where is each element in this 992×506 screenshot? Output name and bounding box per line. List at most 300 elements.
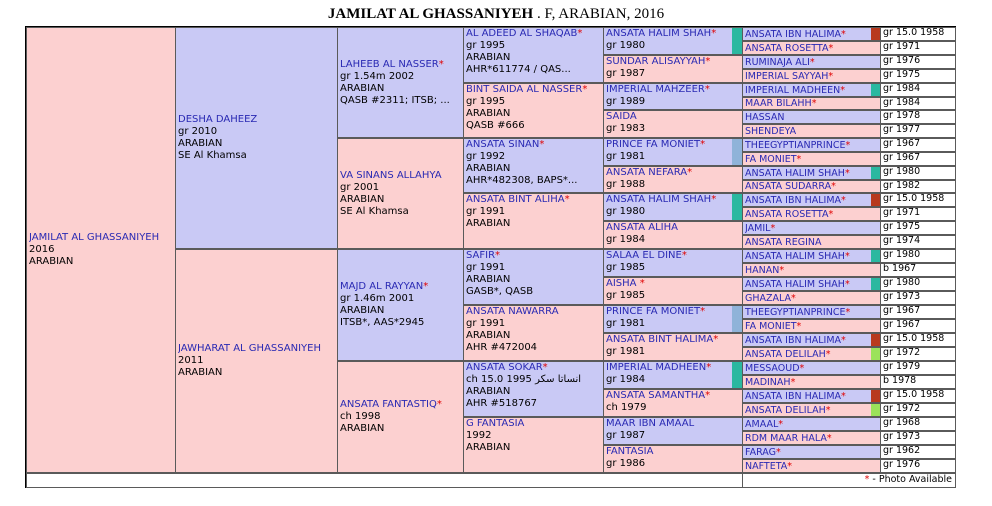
- photo-available-star: *: [436, 399, 442, 410]
- g5-horse: [742, 110, 881, 124]
- horse-name-link[interactable]: [606, 139, 740, 151]
- legend-text: - Photo Available: [869, 474, 952, 485]
- horse-info-cell: gr 1980: [880, 166, 956, 180]
- photo-available-star: *: [828, 42, 834, 54]
- photo-available-star: *: [582, 84, 588, 95]
- horse-detail: gr 2010: [178, 126, 218, 137]
- horse-name-link[interactable]: [606, 278, 740, 290]
- horse-detail: gr 1985: [606, 290, 646, 301]
- horse-name-link[interactable]: [606, 446, 740, 458]
- horse-name-link[interactable]: [606, 362, 740, 374]
- horse-name-link[interactable]: [606, 111, 740, 123]
- horse-name-link[interactable]: [745, 29, 871, 40]
- photo-available-star: *: [495, 250, 501, 261]
- horse-name-link[interactable]: [745, 237, 878, 248]
- g4-horse: [603, 445, 743, 473]
- horse-info-cell: gr 15.0 1958: [880, 333, 956, 347]
- horse-detail: ARABIAN: [466, 330, 511, 341]
- photo-available-star: *: [796, 320, 802, 332]
- horse-info-cell: gr 1976: [880, 459, 956, 473]
- photo-available-star: *: [828, 70, 834, 82]
- horse-name[interactable]: IMPERIAL MADHEEN: [606, 362, 707, 373]
- horse-name-link[interactable]: [745, 279, 871, 290]
- horse-name[interactable]: ANSATA HALIM SHAH: [606, 28, 712, 39]
- g5-horse: [742, 69, 881, 83]
- g5-horse: [742, 305, 881, 319]
- horse-name-link[interactable]: [745, 140, 878, 151]
- horse-info-cell: gr 1973: [880, 291, 956, 305]
- horse-name-link[interactable]: [745, 43, 878, 54]
- photo-available-star: *: [828, 208, 834, 220]
- horse-name[interactable]: G FANTASIA: [466, 418, 525, 429]
- g4-horse: [603, 55, 743, 83]
- horse-detail: gr 1983: [606, 123, 646, 134]
- horse-name-link[interactable]: [745, 419, 878, 430]
- horse-name-link[interactable]: [466, 28, 601, 40]
- horse-name[interactable]: ANSATA NEFARA: [606, 167, 688, 178]
- horse-name-link[interactable]: [606, 334, 740, 346]
- horse-info: [338, 170, 444, 218]
- horse-name[interactable]: SHENDEYA: [745, 125, 797, 137]
- horse-info: [464, 139, 603, 187]
- horse-name-link[interactable]: [178, 343, 321, 355]
- g4-horse: [603, 361, 743, 389]
- horse-name-link[interactable]: [340, 399, 442, 411]
- photo-available-star: *: [841, 334, 846, 346]
- horse-name-link[interactable]: [606, 56, 740, 68]
- horse-detail: gr 1995: [466, 40, 506, 51]
- g5-horse: [742, 55, 881, 69]
- horse-detail: gr 1992: [466, 151, 506, 162]
- horse-detail: AHR*611774 / QAS...: [466, 64, 571, 75]
- horse-detail: gr 1980: [606, 206, 646, 217]
- g5-horse: [742, 389, 881, 403]
- horse-name[interactable]: ANSATA BINT ALIHA: [466, 194, 565, 205]
- horse-name[interactable]: HANAN: [745, 264, 780, 276]
- horse-info-cell: gr 1967: [880, 305, 956, 319]
- horse-name-link[interactable]: [340, 170, 442, 182]
- horse-name[interactable]: BINT SAIDA AL NASSER: [466, 84, 583, 95]
- horse-name-link[interactable]: [606, 222, 740, 234]
- horse-name[interactable]: ANSATA NAWARRA: [466, 306, 559, 317]
- horse-name[interactable]: PRINCE FA MONIET: [606, 306, 701, 317]
- photo-available-star: *: [864, 474, 870, 485]
- horse-info: [176, 343, 323, 379]
- horse-name[interactable]: HASSAN: [745, 111, 785, 123]
- horse-name-link[interactable]: [745, 377, 878, 388]
- horse-name[interactable]: MADINAH: [745, 376, 791, 388]
- photo-available-star: *: [700, 139, 706, 150]
- horse-detail: ARABIAN: [466, 218, 511, 229]
- horse-info-cell: gr 1977: [880, 124, 956, 138]
- horse-name[interactable]: ANSATA FANTASTIQ: [340, 399, 437, 410]
- horse-name[interactable]: MESSAOUD: [745, 362, 800, 374]
- g2-horse: [337, 27, 464, 138]
- photo-available-star: *: [687, 167, 693, 178]
- color-swatch: [871, 278, 880, 290]
- g3-horse: [463, 193, 604, 249]
- horse-info: [464, 28, 603, 76]
- horse-name-link[interactable]: [340, 59, 450, 71]
- g5-horse: [742, 361, 881, 375]
- horse-info: [338, 59, 452, 107]
- horse-info: [604, 362, 742, 386]
- horse-info-cell: gr 1972: [880, 403, 956, 417]
- horse-name[interactable]: FANTASIA: [606, 446, 654, 457]
- horse-name[interactable]: ANSATA SOKAR: [466, 362, 543, 373]
- photo-available-star: *: [711, 28, 717, 39]
- horse-name[interactable]: AL ADEED AL SHAQAB: [466, 28, 578, 39]
- horse-detail: ARABIAN: [466, 108, 511, 119]
- horse-name-link[interactable]: [745, 349, 871, 360]
- g5-horse: [742, 459, 881, 473]
- horse-name-link[interactable]: [606, 167, 740, 179]
- horse-detail: ARABIAN: [340, 305, 385, 316]
- color-swatch: [732, 306, 742, 332]
- horse-info: [464, 418, 603, 454]
- title-horse-name[interactable]: JAMILAT AL GHASSANIYEH: [327, 6, 534, 22]
- g5-horse: [742, 263, 881, 277]
- horse-name[interactable]: RDM MAAR HALA: [745, 432, 827, 444]
- horse-info: [338, 281, 430, 329]
- g5-horse: [742, 83, 881, 97]
- horse-name-link[interactable]: [745, 307, 878, 318]
- horse-name[interactable]: PRINCE FA MONIET: [606, 139, 701, 150]
- horse-info-cell: gr 1984: [880, 97, 956, 110]
- title-details: . F, ARABIAN, 2016: [533, 6, 665, 22]
- g4-horse: [603, 417, 743, 445]
- horse-name[interactable]: IMPERIAL SAYYAH: [745, 70, 829, 82]
- horse-name[interactable]: AISHA: [606, 278, 640, 289]
- horse-info-cell: gr 15.0 1958: [880, 27, 956, 41]
- horse-detail: SE Al Khamsa: [340, 205, 409, 217]
- horse-info: [604, 418, 742, 442]
- horse-name-link[interactable]: [340, 281, 428, 293]
- color-swatch: [871, 390, 880, 402]
- color-swatch: [871, 28, 880, 40]
- horse-name[interactable]: VA SINANS ALLAHYA: [340, 169, 442, 181]
- horse-info-cell: gr 1978: [880, 110, 956, 124]
- g5-horse: [742, 27, 881, 41]
- horse-name[interactable]: ANSATA ROSETTA: [745, 208, 829, 220]
- photo-available-star: *: [841, 390, 846, 402]
- horse-name[interactable]: JAMILAT AL GHASSANIYEH: [29, 232, 160, 243]
- g5-horse: [742, 97, 881, 110]
- horse-detail: AHR #518767: [466, 398, 538, 409]
- g3-horse: [463, 83, 604, 138]
- horse-name-link[interactable]: [466, 194, 601, 206]
- horse-name[interactable]: SUNDAR ALISAYYAH: [606, 56, 706, 67]
- horse-name[interactable]: SAIDA: [606, 111, 637, 122]
- photo-available-star: *: [844, 278, 850, 290]
- horse-detail: ARABIAN: [340, 193, 385, 205]
- horse-name-link[interactable]: [606, 194, 740, 206]
- horse-detail: ARABIAN: [466, 52, 511, 63]
- horse-name[interactable]: SAFIR: [466, 250, 496, 261]
- photo-available-star: *: [844, 250, 850, 262]
- g5-horse: [742, 180, 881, 193]
- horse-detail: gr 1980: [606, 40, 646, 51]
- horse-name-link[interactable]: [745, 433, 878, 444]
- horse-name[interactable]: ANSATA IBN HALIMA: [745, 194, 842, 206]
- horse-info: [604, 334, 742, 358]
- horse-name[interactable]: MAAR IBN AMAAL: [606, 418, 695, 429]
- horse-info-cell: b 1967: [880, 263, 956, 277]
- horse-info: [604, 250, 742, 274]
- pedigree-chart: [25, 26, 956, 488]
- horse-info: [604, 278, 742, 302]
- horse-name-link[interactable]: [745, 98, 878, 109]
- horse-detail: gr 1986: [606, 458, 646, 469]
- horse-info-cell: gr 1971: [880, 41, 956, 55]
- g5-horse: [742, 152, 881, 166]
- horse-name-link[interactable]: [745, 112, 878, 123]
- horse-name[interactable]: ANSATA ALIHA: [606, 222, 678, 233]
- horse-name-link[interactable]: [466, 250, 601, 262]
- photo-available-star: *: [791, 292, 796, 304]
- horse-name-link[interactable]: [466, 306, 601, 318]
- horse-name-link[interactable]: [466, 418, 601, 430]
- horse-info: [464, 194, 603, 230]
- horse-info-cell: gr 1976: [880, 55, 956, 69]
- color-swatch: [871, 167, 880, 179]
- horse-info-cell: gr 1972: [880, 347, 956, 361]
- photo-available-star: *: [705, 56, 711, 67]
- horse-name-link[interactable]: [745, 461, 878, 472]
- horse-name[interactable]: THEEGYPTIANPRINCE: [745, 139, 846, 151]
- horse-name-link[interactable]: [745, 181, 878, 192]
- photo-available-star: *: [705, 390, 711, 401]
- horse-name[interactable]: ANSATA DELILAH: [745, 404, 826, 416]
- photo-available-star: *: [790, 376, 796, 388]
- horse-name[interactable]: JAWHARAT AL GHASSANIYEH: [178, 343, 322, 354]
- horse-name-link[interactable]: [745, 154, 878, 165]
- color-swatch: [871, 404, 880, 416]
- photo-available-star: *: [799, 362, 805, 374]
- color-swatch: [871, 84, 880, 96]
- horse-name-link[interactable]: [178, 114, 257, 126]
- horse-name-link[interactable]: [745, 85, 871, 96]
- horse-name[interactable]: FA MONIET: [745, 153, 797, 165]
- horse-name-link[interactable]: [606, 390, 740, 402]
- horse-info: [604, 446, 742, 470]
- horse-info-cell: gr 1979: [880, 361, 956, 375]
- photo-available-star: *: [809, 56, 815, 68]
- horse-info: [176, 114, 259, 162]
- g4-horse: [603, 389, 743, 417]
- horse-name[interactable]: ANSATA HALIM SHAH: [745, 278, 845, 290]
- photo-available-star: *: [711, 194, 717, 205]
- horse-name[interactable]: IMPERIAL MAHZEER: [606, 84, 705, 95]
- horse-detail: gr 1991: [466, 206, 506, 217]
- photo-available-star: *: [423, 281, 429, 292]
- horse-detail: gr 1987: [606, 68, 646, 79]
- horse-name[interactable]: MAJD AL RAYYAN: [340, 281, 424, 292]
- horse-detail: gr 2001: [340, 181, 380, 193]
- subject-horse: [26, 27, 176, 473]
- horse-detail: gr 1988: [606, 179, 646, 190]
- g5-horse: [742, 417, 881, 431]
- g2-horse: [337, 138, 464, 249]
- g5-horse: [742, 333, 881, 347]
- horse-name[interactable]: FA MONIET: [745, 320, 797, 332]
- horse-name-link[interactable]: [745, 168, 871, 179]
- horse-detail: gr 1985: [606, 262, 646, 273]
- horse-detail: ARABIAN: [466, 442, 511, 453]
- horse-name-link[interactable]: [606, 418, 740, 430]
- horse-name-link[interactable]: [745, 71, 878, 82]
- photo-available-star: *: [539, 139, 545, 150]
- horse-name-link[interactable]: [745, 209, 878, 220]
- horse-name-link[interactable]: [606, 84, 740, 96]
- color-swatch: [732, 362, 742, 388]
- horse-name[interactable]: NAFTETA: [745, 460, 788, 472]
- photo-legend: [742, 473, 956, 488]
- horse-name[interactable]: DESHA DAHEEZ: [178, 114, 258, 125]
- horse-name[interactable]: ANSATA REGINA: [745, 236, 822, 248]
- horse-detail: gr 1995: [466, 96, 506, 107]
- horse-name[interactable]: THEEGYPTIANPRINCE: [745, 306, 846, 318]
- horse-name-link[interactable]: [745, 126, 878, 137]
- g5-horse: [742, 193, 881, 207]
- photo-available-star: *: [779, 264, 785, 276]
- horse-detail: 2016: [29, 244, 55, 255]
- photo-available-star: *: [770, 222, 776, 234]
- horse-info-cell: gr 15.0 1958: [880, 389, 956, 403]
- horse-detail: 1992: [466, 430, 492, 441]
- horse-info-cell: gr 1975: [880, 221, 956, 235]
- g5-horse: [742, 166, 881, 180]
- horse-info-cell: gr 1971: [880, 207, 956, 221]
- horse-name[interactable]: SALAA EL DINE: [606, 250, 682, 261]
- horse-info: [464, 250, 603, 298]
- horse-info: [604, 222, 742, 246]
- horse-name[interactable]: RUMINAJA ALI: [745, 56, 810, 68]
- photo-available-star: *: [826, 432, 832, 444]
- horse-name-link[interactable]: [745, 321, 878, 332]
- horse-name-link[interactable]: [745, 335, 871, 346]
- horse-name[interactable]: ANSATA HALIM SHAH: [745, 167, 845, 179]
- horse-name-link[interactable]: [466, 139, 601, 151]
- horse-name[interactable]: FARAG: [745, 446, 777, 458]
- photo-available-star: *: [706, 362, 712, 373]
- horse-info-cell: gr 15.0 1958: [880, 193, 956, 207]
- horse-detail: GASB*, QASB: [466, 286, 534, 297]
- g1-sire: [175, 27, 338, 249]
- horse-detail: ch 1979: [606, 402, 647, 413]
- photo-available-star: *: [831, 181, 836, 192]
- horse-info-cell: gr 1980: [880, 249, 956, 263]
- horse-detail: gr 1991: [466, 318, 506, 329]
- horse-detail: ARABIAN: [340, 423, 385, 434]
- photo-available-star: *: [778, 418, 783, 430]
- horse-info: [604, 28, 742, 52]
- horse-name[interactable]: MAAR BILAHH: [745, 98, 812, 109]
- horse-info-cell: gr 1973: [880, 431, 956, 445]
- horse-name-link[interactable]: [745, 57, 878, 68]
- horse-name-link[interactable]: [466, 84, 601, 96]
- photo-available-star: *: [577, 28, 583, 39]
- horse-name-link[interactable]: [745, 251, 871, 262]
- horse-name[interactable]: ANSATA BINT HALIMA: [606, 334, 714, 345]
- horse-detail: gr 1981: [606, 346, 646, 357]
- horse-name-link[interactable]: [606, 306, 740, 318]
- photo-available-star: *: [825, 404, 831, 416]
- horse-detail: gr 1984: [606, 234, 646, 245]
- horse-name-link[interactable]: [606, 250, 740, 262]
- horse-name[interactable]: ANSATA ROSETTA: [745, 42, 829, 54]
- horse-name-link[interactable]: [745, 223, 878, 234]
- horse-detail: ARABIAN: [466, 274, 511, 285]
- horse-name[interactable]: ANSATA SUDARRA: [745, 181, 832, 192]
- horse-name-link[interactable]: [745, 265, 878, 276]
- horse-name[interactable]: ANSATA IBN HALIMA: [745, 390, 842, 402]
- g5-horse: [742, 41, 881, 55]
- horse-detail: AHR #472004: [466, 342, 538, 353]
- horse-name[interactable]: JAMIL: [745, 222, 771, 234]
- horse-name[interactable]: LAHEEB AL NASSER: [340, 58, 439, 70]
- horse-detail: gr 1981: [606, 318, 646, 329]
- horse-name-link[interactable]: [745, 363, 878, 374]
- horse-name[interactable]: IMPERIAL MADHEEN: [745, 84, 841, 96]
- photo-available-star: *: [542, 362, 548, 373]
- color-swatch: [871, 250, 880, 262]
- horse-name[interactable]: ANSATA HALIM SHAH: [606, 194, 712, 205]
- horse-name-link[interactable]: [606, 28, 740, 40]
- g5-horse: [742, 277, 881, 291]
- horse-name-link[interactable]: [466, 362, 601, 374]
- horse-info: [604, 111, 742, 135]
- horse-name-link[interactable]: [745, 391, 871, 402]
- g2-horse: [337, 361, 464, 473]
- horse-info: [604, 194, 742, 218]
- horse-detail: gr 1989: [606, 96, 646, 107]
- page-title: [0, 6, 992, 23]
- horse-info-cell: gr 1967: [880, 319, 956, 333]
- horse-name[interactable]: AMAAL: [745, 418, 779, 430]
- horse-name-link[interactable]: [745, 195, 871, 206]
- horse-detail: ARABIAN: [466, 386, 511, 397]
- horse-name-link[interactable]: [745, 405, 871, 416]
- g4-horse: [603, 305, 743, 333]
- horse-name-link[interactable]: [745, 293, 878, 304]
- horse-info: [604, 390, 742, 414]
- photo-available-star: *: [811, 98, 817, 109]
- horse-name[interactable]: GHAZALA: [745, 292, 792, 304]
- horse-name-link[interactable]: [29, 232, 159, 244]
- horse-info-cell: gr 1968: [880, 417, 956, 431]
- horse-name[interactable]: ANSATA SAMANTHA: [606, 390, 706, 401]
- horse-name[interactable]: ANSATA IBN HALIMA: [745, 334, 842, 346]
- horse-name[interactable]: ANSATA DELILAH: [745, 348, 826, 360]
- horse-name[interactable]: ANSATA SINAN: [466, 139, 540, 150]
- g3-horse: [463, 27, 604, 83]
- g5-horse: [742, 124, 881, 138]
- g5-horse: [742, 235, 881, 249]
- color-swatch: [732, 139, 742, 165]
- photo-available-star: *: [776, 446, 781, 458]
- horse-name[interactable]: ANSATA IBN HALIMA: [745, 28, 842, 40]
- horse-detail: 2011: [178, 355, 204, 366]
- horse-name-link[interactable]: [745, 447, 878, 458]
- horse-detail: ch 15.0 1995 انساتا سكر: [466, 374, 582, 385]
- horse-info: [604, 56, 742, 80]
- horse-info-cell: gr 1975: [880, 69, 956, 83]
- g4-horse: [603, 166, 743, 193]
- g5-horse: [742, 221, 881, 235]
- color-swatch: [871, 334, 880, 346]
- horse-name[interactable]: ANSATA HALIM SHAH: [745, 250, 845, 262]
